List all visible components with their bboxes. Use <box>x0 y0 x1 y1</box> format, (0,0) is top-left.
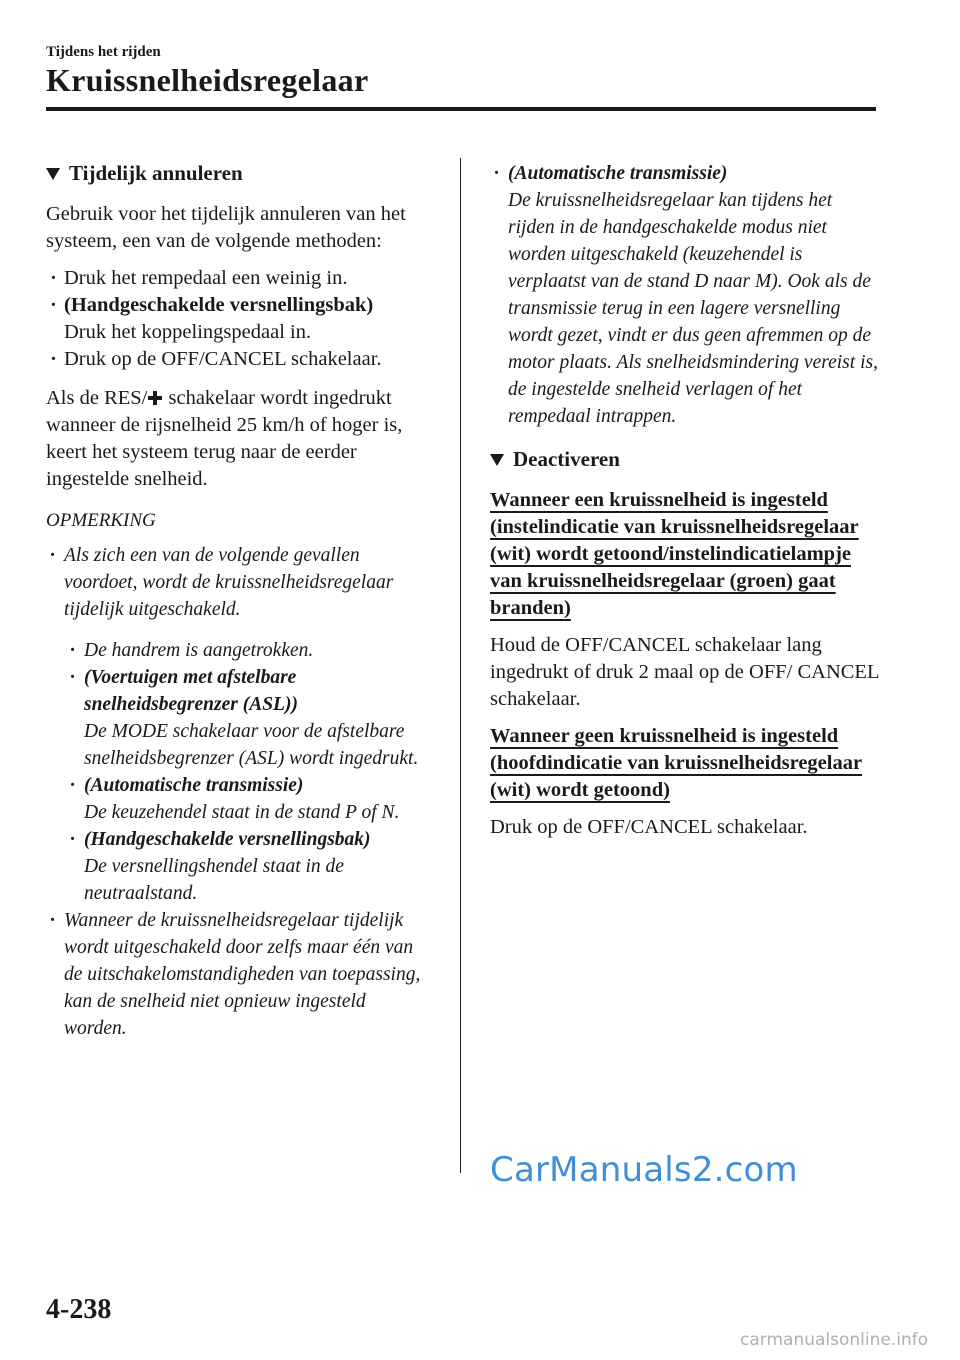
instruction-paragraph: Houd de OFF/CANCEL schakelaar lang ingedrukt of druk 2 maal op de OFF/ CANCEL schakelaar. <box>490 634 879 710</box>
section-label: Tijdens het rijden <box>46 44 161 60</box>
subheading-speed-not-set: Wanneer geen kruissnelheid is ingesteld (hoofdindicatie van kruissnelheidsregelaar (wit) wordt getoond) <box>490 725 863 801</box>
right-column <box>490 160 880 851</box>
note-subitem-text: De keuzehendel staat in de stand P of N. <box>84 802 400 823</box>
res-paragraph <box>46 385 431 493</box>
res-text-end: schakelaar wordt ingedrukt wanneer de rijsnelheid 25 km/h of hoger is, keert het systeem terug naar de eerder ingestelde snelheid. <box>46 387 403 490</box>
note-subitem-title: · (Voertuigen met afstelbare snelheidsbegrenzer (ASL)) <box>84 667 298 715</box>
heading-text: Deactiveren <box>513 447 620 471</box>
heading-text: Tijdelijk annuleren <box>69 161 243 185</box>
list-item: · Druk het rempedaal een weinig in. <box>46 265 431 292</box>
res-text-start: Als de RES/ <box>46 387 148 409</box>
heading-temporary-cancel <box>46 160 431 187</box>
note-item: · Als zich een van de volgende gevallen voordoet, wordt de kruissnelheidsregelaar tijdelijk uitgeschakeld. <box>46 542 431 623</box>
heading-deactivate <box>490 446 880 473</box>
list-item: · Druk op de OFF/CANCEL schakelaar. <box>46 346 431 373</box>
left-column <box>46 160 431 1042</box>
note-item: · Wanneer de kruissnelheidsregelaar tijdelijk wordt uitgeschakeld door zelfs maar één van de uitschakelomstandigheden van toepassing, kan de snelheid niet opnieuw ingesteld worden. <box>46 907 431 1042</box>
note-item <box>490 160 880 430</box>
note-subitem-text: De versnellingshendel staat in de neutraalstand. <box>84 856 344 904</box>
note-item-title: · (Automatische transmissie) <box>508 163 728 184</box>
list-item-text: Druk het koppelingspedaal in. <box>64 321 312 343</box>
column-divider <box>460 158 461 1173</box>
note-subitem <box>46 664 431 772</box>
note-subitem-title: · (Automatische transmissie) <box>84 775 304 796</box>
note-subitem-title: · (Handgeschakelde versnellingsbak) <box>84 829 371 850</box>
intro-paragraph: Gebruik voor het tijdelijk annuleren van het systeem, een van de volgende methoden: <box>46 203 406 252</box>
note-subitem <box>46 826 431 907</box>
note-item-text: De kruissnelheidsregelaar kan tijdens het rijden in de handgeschakelde modus niet worden uitgeschakeld (keuzehendel is verplaatst van de stand D naar M). Ook als de transmissie terug in een lagere versnelling wordt gezet, vindt er dus geen afremmen op de motor plaats. Als snelheidsmindering vereist is, de ingestelde snelheid verlagen of het rempedaal intrappen. <box>508 190 878 427</box>
triangle-marker-icon <box>490 454 504 466</box>
footer-site: carmanualsonline.info <box>740 1330 929 1350</box>
list-item: · (Handgeschakelde versnellingsbak) <box>46 292 431 319</box>
note-subitem-text: De MODE schakelaar voor de afstelbare snelheidsbegrenzer (ASL) wordt ingedrukt. <box>84 721 419 769</box>
plus-icon <box>148 391 162 405</box>
instruction-paragraph: Druk op de OFF/CANCEL schakelaar. <box>490 816 808 838</box>
subheading-speed-set: Wanneer een kruissnelheid is ingesteld (instelindicatie van kruissnelheidsregelaar (wit) wordt getoond/instelindicatielampje van kruissnelheidsregelaar (groen) gaat branden) <box>490 489 859 619</box>
watermark-logo: CarManuals2.com <box>490 1150 798 1190</box>
page-number: 4-238 <box>46 1294 112 1325</box>
page-title: Kruissnelheidsregelaar <box>46 62 369 98</box>
triangle-marker-icon <box>46 168 60 180</box>
note-label: OPMERKING <box>46 510 156 531</box>
note-subitem <box>46 772 431 826</box>
title-rule <box>46 107 876 111</box>
note-subitem: · De handrem is aangetrokken. <box>46 637 431 664</box>
